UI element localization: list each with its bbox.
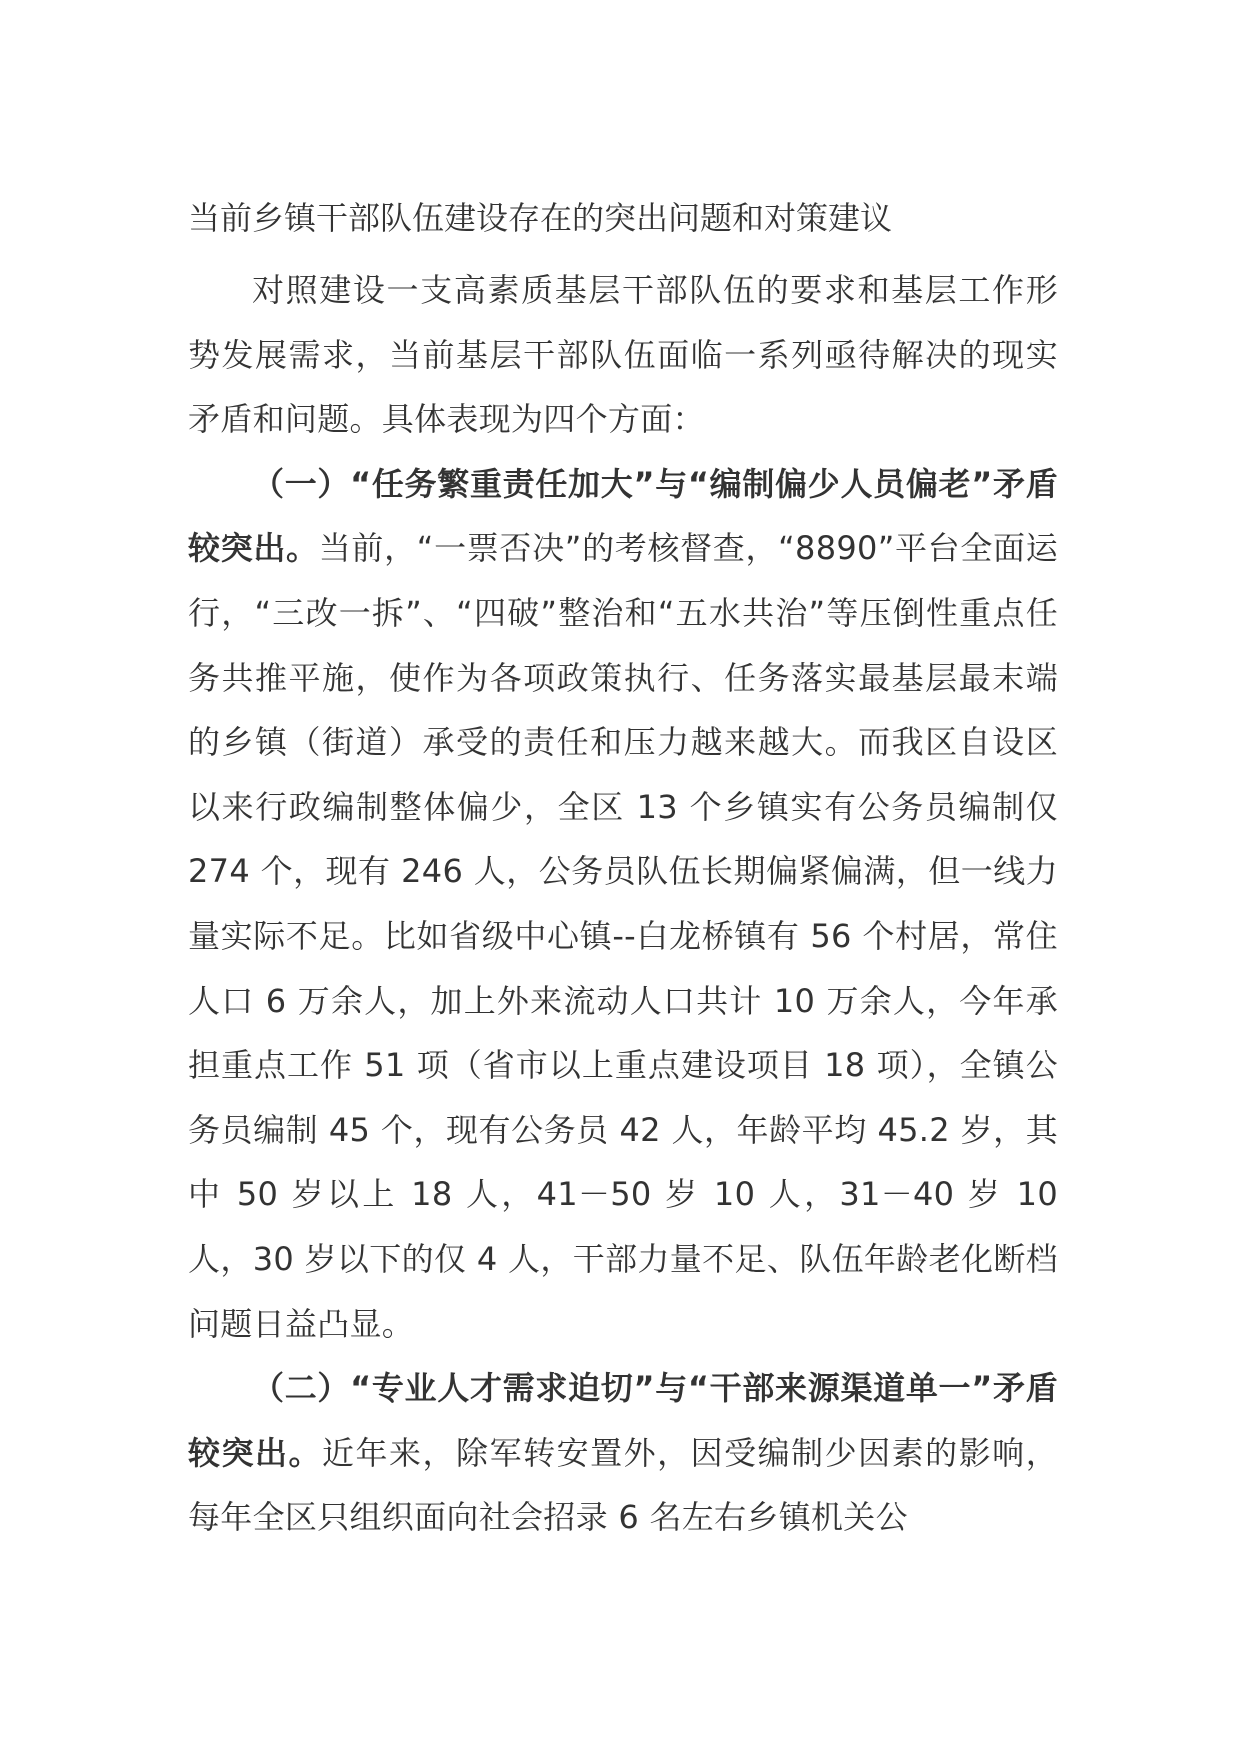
section-heading-1: （一）“任务繁重责任加大”与“编制偏少人员偏老”矛盾较突出。 (188, 464, 1058, 568)
intro-paragraph: 对照建设一支高素质基层干部队伍的要求和基层工作形势发展需求，当前基层干部队伍面临一系列亟待解决的现实矛盾和问题。具体表现为四个方面： (188, 271, 1058, 439)
section-body-2: 近年来，除军转安置外，因受编制少因素的影响，每年全区只组织面向社会招录 6 名左右乡镇机关公 (188, 1433, 1058, 1537)
document-title: 当前乡镇干部队伍建设存在的突出问题和对策建议 (188, 199, 893, 237)
section-heading-2: （二）“专业人才需求迫切”与“干部来源渠道单一”矛盾较突出。 (188, 1369, 1058, 1472)
document-page (188, 196, 1058, 1550)
section-paragraph-2 (188, 1356, 1058, 1550)
section-paragraph-1 (188, 452, 1058, 1356)
section-body-1: 当前，“一票否决”的考核督查，“8890”平台全面运行，“三改一拆”、“四破”整治和“五水共治”等压倒性重点任务共推平施，使作为各项政策执行、任务落实最基层最末端的乡镇（街道）承受的责任和压力越来越大。而我区自设区以来行政编制整体偏少，全区 13 个乡镇实有公务员编制仅 274 个，现有 246 人，公务员队伍长期偏紧偏满，但一线力量实际不足。比如省级中心镇--白龙桥镇有 56 个村居，常住人口 6 万余人，加上外来流动人口共计 10 万余人，今年承担重点工作 51 项（省市以上重点建设项目 18 项），全镇公务员编制 45 个，现有公务员 42 人，年龄平均 45.2 岁，其中 50 岁以上 18 人，41－50 岁 10 人，31－40 岁 10 人，30 岁以下的仅 4 人，干部力量不足、队伍年龄老化断档问题日益凸显。 (188, 529, 1058, 1343)
